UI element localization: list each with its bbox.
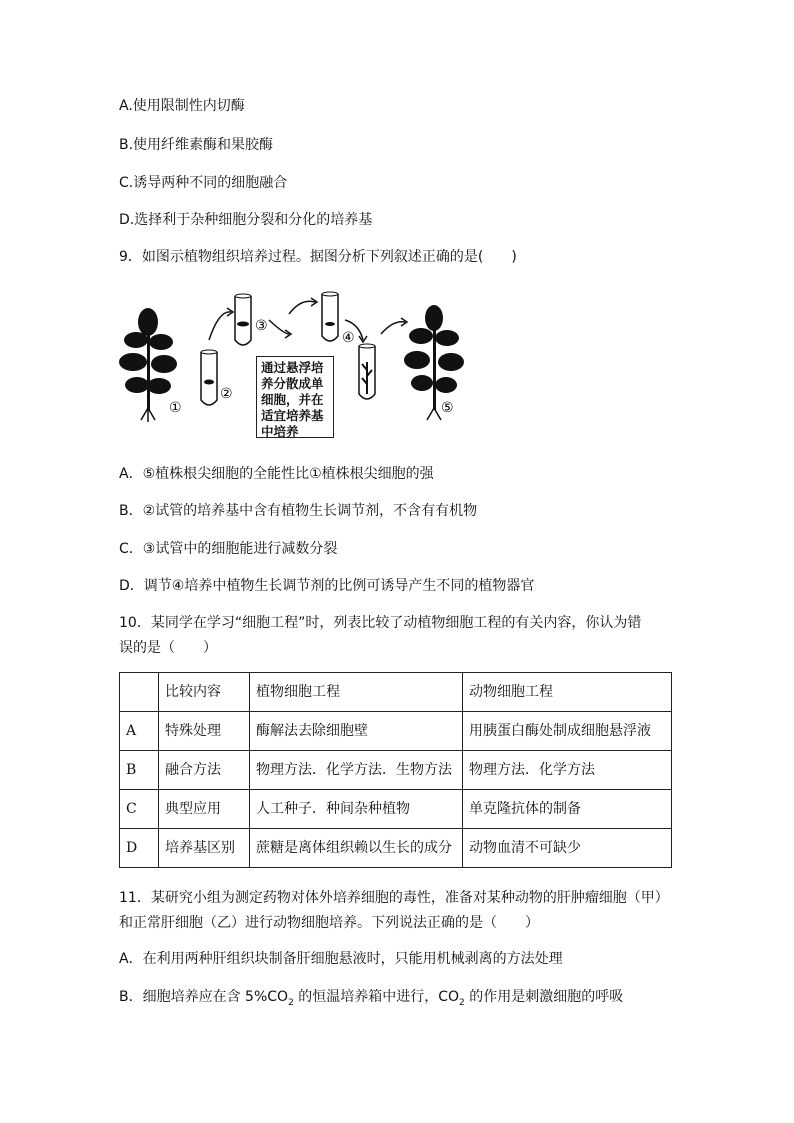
q8-option-b: B.使用纤维素酶和果胶酶 bbox=[119, 137, 274, 153]
table-cell: 单克隆抗体的制备 bbox=[463, 790, 672, 829]
table-row bbox=[120, 712, 672, 751]
test-tube-2 bbox=[201, 350, 217, 405]
comparison-table bbox=[119, 672, 672, 868]
table-cell: C bbox=[120, 790, 159, 829]
test-tube-4 bbox=[322, 292, 338, 341]
table-cell: B bbox=[120, 751, 159, 790]
table-cell: 蔗糖是离体组织赖以生长的成分 bbox=[250, 829, 463, 868]
subscript: 2 bbox=[459, 997, 465, 1008]
table-cell: 物理方法．化学方法．生物方法 bbox=[250, 751, 463, 790]
q9-option-b: B．②试管的培养基中含有植物生长调节剂，不含有有机物 bbox=[119, 503, 478, 519]
table-header-cell: 动物细胞工程 bbox=[463, 673, 672, 712]
q11-stem-line1: 11．某研究小组为测定药物对体外培养细胞的毒性，准备对某种动物的肝肿瘤细胞（甲） bbox=[119, 890, 669, 906]
q10-stem-line2: 误的是（ ） bbox=[119, 640, 217, 656]
process-caption-box: 通过悬浮培养分散成单细胞，并在适宜培养基中培养 bbox=[256, 356, 334, 438]
q8-option-c: C.诱导两种不同的细胞融合 bbox=[119, 175, 288, 191]
label-5: ⑤ bbox=[441, 400, 454, 416]
table-header-cell: 植物细胞工程 bbox=[250, 673, 463, 712]
table-cell: 物理方法．化学方法 bbox=[463, 751, 672, 790]
table-cell: 人工种子．种间杂种植物 bbox=[250, 790, 463, 829]
test-tube-5 bbox=[359, 344, 375, 399]
q8-option-a: A.使用限制性内切酶 bbox=[119, 98, 245, 114]
table-header-cell: 比较内容 bbox=[159, 673, 250, 712]
q11-option-a: A．在利用两种肝组织块制备肝细胞悬液时，只能用机械剥离的方法处理 bbox=[119, 951, 563, 967]
plant-5-illustration bbox=[404, 305, 464, 420]
q11-option-b bbox=[119, 987, 623, 1013]
table-cell: 特殊处理 bbox=[159, 712, 250, 751]
q9-option-c: C．③试管中的细胞能进行减数分裂 bbox=[119, 541, 338, 557]
q11-stem-line2: 和正常肝细胞（乙）进行动物细胞培养。下列说法正确的是（ ） bbox=[119, 915, 539, 931]
table-cell: 用胰蛋白酶处制成细胞悬浮液 bbox=[463, 712, 672, 751]
label-3: ③ bbox=[255, 318, 268, 334]
table-row bbox=[120, 829, 672, 868]
q11-option-b-part1: B．细胞培养应在含 5%CO bbox=[119, 989, 289, 1005]
table-cell: 动物血清不可缺少 bbox=[463, 829, 672, 868]
table-row bbox=[120, 790, 672, 829]
label-1: ① bbox=[169, 400, 182, 416]
label-2: ② bbox=[220, 386, 233, 402]
table-cell bbox=[120, 673, 159, 712]
table-cell: 培养基区别 bbox=[159, 829, 250, 868]
table-header-row bbox=[120, 673, 672, 712]
test-tube-3 bbox=[235, 294, 251, 345]
table-cell: 融合方法 bbox=[159, 751, 250, 790]
subscript: 2 bbox=[288, 997, 294, 1008]
q9-option-a: A．⑤植株根尖细胞的全能性比①植株根尖细胞的强 bbox=[119, 466, 434, 482]
q11-option-b-part3: 的作用是刺激细胞的呼吸 bbox=[464, 989, 624, 1005]
q9-stem: 9．如图示植物组织培养过程。据图分析下列叙述正确的是( ) bbox=[119, 249, 517, 265]
q11-option-b-part2: 的恒温培养箱中进行，CO bbox=[293, 989, 460, 1005]
label-4: ④ bbox=[342, 330, 355, 346]
table-row bbox=[120, 751, 672, 790]
table-cell: D bbox=[120, 829, 159, 868]
q9-option-d: D．调节④培养中植物生长调节剂的比例可诱导产生不同的植物器官 bbox=[119, 578, 535, 594]
q8-option-d: D.选择利于杂种细胞分裂和分化的培养基 bbox=[119, 212, 373, 228]
table-cell: 酶解法去除细胞壁 bbox=[250, 712, 463, 751]
table-cell: A bbox=[120, 712, 159, 751]
q10-stem-line1: 10．某同学在学习“细胞工程”时，列表比较了动植物细胞工程的有关内容，你认为错 bbox=[119, 615, 642, 631]
table-cell: 典型应用 bbox=[159, 790, 250, 829]
